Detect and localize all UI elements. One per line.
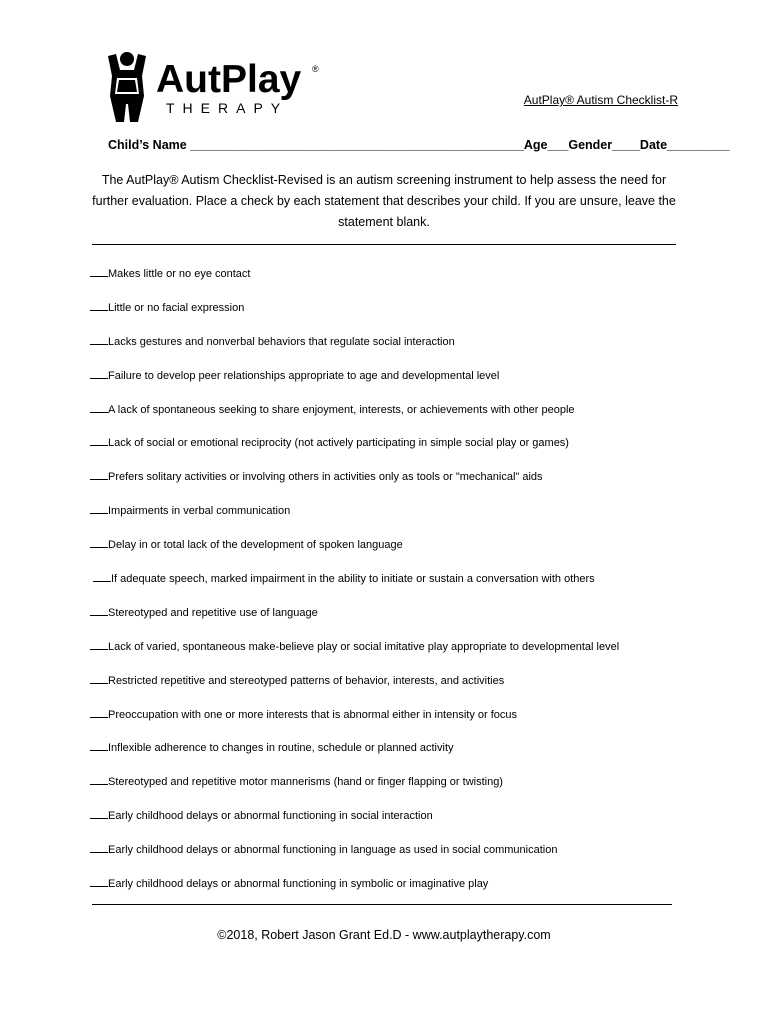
- document-title: AutPlay® Autism Checklist-R: [523, 93, 678, 107]
- autplay-logo: [104, 50, 326, 124]
- check-blank[interactable]: [90, 875, 108, 887]
- checklist-item-text: Delay in or total lack of the development of spoken language: [108, 539, 403, 552]
- checklist-item[interactable]: [90, 367, 619, 401]
- checklist-item-text: If adequate speech, marked impairment in the ability to initiate or sustain a conversation with others: [111, 573, 595, 586]
- checklist-item-text: Little or no facial expression: [108, 301, 245, 314]
- checklist-item-text: Lack of social or emotional reciprocity (not actively participating in simple social play or games): [108, 437, 569, 450]
- checklist-item-text: Lacks gestures and nonverbal behaviors that regulate social interaction: [108, 335, 455, 348]
- checklist-item[interactable]: [90, 672, 619, 706]
- checklist-item-text: Prefers solitary activities or involving others in activities only as tools or "mechanical" aids: [108, 471, 543, 484]
- logo-subtext: THERAPY: [166, 100, 289, 116]
- check-blank[interactable]: [90, 468, 108, 480]
- intro-paragraph: The AutPlay® Autism Checklist-Revised is an autism screening instrument to help assess the need for further evaluation. Place a check by each statement that describes your child. If you are unsure, leave the statement blank.: [92, 173, 676, 229]
- checklist-item-text: Lack of varied, spontaneous make-believe play or social imitative play appropriate to developmental level: [108, 640, 620, 653]
- checklist-item[interactable]: [90, 434, 619, 468]
- check-blank[interactable]: [90, 841, 108, 853]
- check-blank[interactable]: [90, 604, 108, 616]
- checklist-item-text: A lack of spontaneous seeking to share enjoyment, interests, or achievements with other people: [108, 403, 575, 416]
- checklist-item[interactable]: [90, 773, 619, 807]
- check-blank[interactable]: [90, 333, 108, 345]
- check-blank[interactable]: [90, 536, 108, 548]
- checklist-item-text: Early childhood delays or abnormal functioning in language as used in social communication: [108, 844, 558, 857]
- check-blank[interactable]: [90, 807, 108, 819]
- top-divider: [92, 244, 676, 245]
- logo-wordmark: AutPlay: [156, 58, 302, 101]
- check-blank[interactable]: [90, 638, 108, 650]
- checklist-item-text: Stereotyped and repetitive motor mannerisms (hand or finger flapping or twisting): [108, 776, 503, 789]
- check-blank[interactable]: [90, 672, 108, 684]
- checklist-item-text: Impairments in verbal communication: [108, 505, 291, 518]
- checklist-item-text: Early childhood delays or abnormal functioning in social interaction: [108, 810, 433, 823]
- logo-registered-mark: ®: [312, 64, 319, 74]
- check-blank[interactable]: [90, 401, 108, 413]
- check-blank[interactable]: [90, 739, 108, 751]
- check-blank[interactable]: [90, 299, 108, 311]
- checklist-item[interactable]: [90, 638, 619, 672]
- check-blank[interactable]: [90, 773, 108, 785]
- checklist-item[interactable]: [90, 536, 619, 570]
- checklist: [90, 265, 619, 909]
- checklist-item[interactable]: [90, 299, 619, 333]
- checklist-item[interactable]: [90, 739, 619, 773]
- checklist-item-text: Restricted repetitive and stereotyped patterns of behavior, interests, and activities: [108, 674, 505, 687]
- check-blank[interactable]: [90, 265, 108, 277]
- checklist-item[interactable]: [90, 401, 619, 435]
- checklist-item[interactable]: [90, 841, 619, 875]
- checklist-item-text: Stereotyped and repetitive use of language: [108, 606, 318, 619]
- checklist-item[interactable]: [90, 468, 619, 502]
- checklist-item-text: Early childhood delays or abnormal functioning in symbolic or imaginative play: [108, 878, 489, 891]
- check-blank[interactable]: [90, 434, 108, 446]
- checklist-item[interactable]: [90, 502, 619, 536]
- checklist-item[interactable]: [90, 807, 619, 841]
- check-blank[interactable]: [90, 502, 108, 514]
- checklist-item[interactable]: [90, 604, 619, 638]
- checklist-item[interactable]: [90, 333, 619, 367]
- checklist-item[interactable]: [90, 706, 619, 740]
- checklist-item[interactable]: [90, 265, 619, 299]
- figure-icon: [108, 52, 146, 122]
- bottom-divider: [92, 904, 672, 905]
- check-blank[interactable]: [90, 706, 108, 718]
- checklist-item-text: Makes little or no eye contact: [108, 268, 251, 280]
- checklist-item-text: Preoccupation with one or more interests that is abnormal either in intensity or focus: [108, 708, 518, 721]
- checklist-item-text: Inflexible adherence to changes in routine, schedule or planned activity: [108, 742, 454, 755]
- child-info-line: Child’s Name ________________________________________________Age___Gender____Date_________: [108, 138, 730, 152]
- copyright-footer: ©2018, Robert Jason Grant Ed.D - www.autplaytherapy.com: [217, 928, 551, 942]
- check-blank[interactable]: [93, 570, 111, 582]
- checklist-item[interactable]: [90, 570, 619, 604]
- checklist-item-text: Failure to develop peer relationships appropriate to age and developmental level: [108, 369, 500, 382]
- check-blank[interactable]: [90, 367, 108, 379]
